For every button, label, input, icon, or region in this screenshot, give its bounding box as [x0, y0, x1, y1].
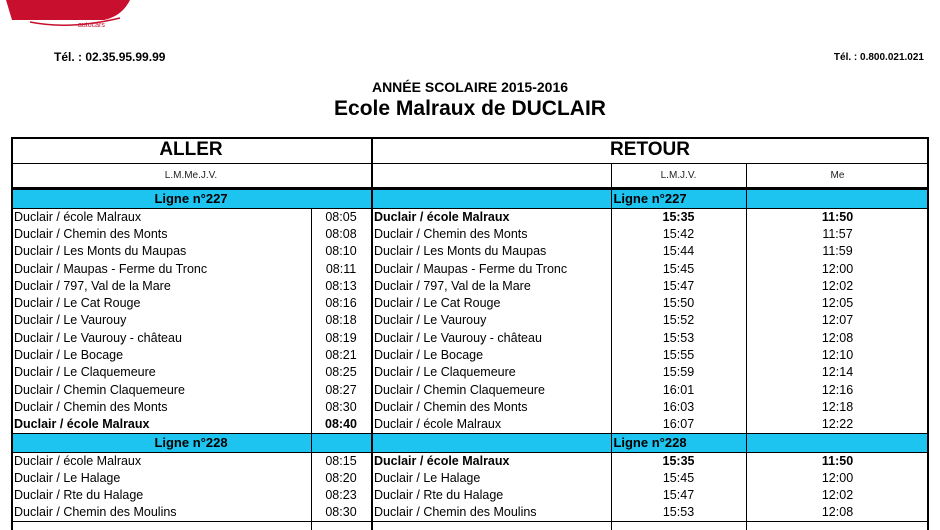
retour-time-weekday: 15:42 — [662, 226, 695, 241]
retour-time-wednesday: 12:18 — [821, 399, 854, 414]
retour-time-weekday: 15:52 — [662, 313, 695, 328]
retour-stop-name: Duclair / Le Bocage — [374, 348, 484, 363]
retour-time-wednesday: 12:02 — [821, 488, 854, 503]
grid-line — [611, 163, 612, 530]
retour-time-weekday: 15:45 — [662, 261, 695, 276]
retour-time-wednesday: 12:02 — [821, 278, 854, 293]
line-band — [11, 433, 929, 452]
aller-stop-name: Duclair / Le Halage — [14, 470, 121, 485]
aller-stop-name: Duclair / Le Cat Rouge — [14, 296, 141, 311]
table-row — [11, 381, 929, 398]
retour-time-wednesday: 11:50 — [821, 453, 854, 468]
retour-days-weekday: L.M.J.V. — [660, 169, 697, 181]
aller-stop-name: Duclair / Chemin des Monts — [14, 399, 168, 414]
grid-line — [11, 137, 929, 139]
retour-stop-name: Duclair / Le Cat Rouge — [374, 296, 501, 311]
direction-header-row — [11, 137, 929, 163]
table-row — [11, 469, 929, 486]
aller-stop-name: Duclair / école Malraux — [14, 209, 142, 224]
retour-time-wednesday: 12:08 — [821, 330, 854, 345]
aller-stop-name: Duclair / Chemin Claquemeure — [14, 382, 185, 397]
retour-stop-name: Duclair / école Malraux — [374, 417, 502, 432]
retour-time-weekday: 16:03 — [662, 399, 695, 414]
aller-time: 08:27 — [325, 382, 357, 397]
table-row — [11, 208, 929, 225]
retour-stop-name: Duclair / Le Vaurouy — [374, 313, 487, 328]
retour-time-weekday: 15:35 — [662, 453, 695, 468]
logo-graphic — [0, 0, 140, 30]
retour-stop-name: Duclair / Rte du Halage — [374, 488, 504, 503]
table-row — [11, 452, 929, 469]
aller-time: 08:19 — [325, 330, 357, 345]
aller-stop-name: Duclair / 797, Val de la Mare — [14, 278, 171, 293]
grid-line — [11, 433, 929, 434]
aller-time: 08:40 — [325, 417, 357, 432]
retour-stop-name: Duclair / Les Monts du Maupas — [374, 244, 547, 259]
aller-time: 08:30 — [325, 505, 357, 520]
retour-stop-name: Duclair / Le Claquemeure — [374, 365, 516, 380]
aller-stop-name: Duclair / Le Vaurouy - château — [14, 330, 182, 345]
line-name-retour: Ligne n°228 — [371, 433, 929, 452]
aller-time: 08:13 — [325, 278, 357, 293]
days-header-row — [11, 163, 929, 187]
table-row — [11, 504, 929, 521]
aller-stop-name: Duclair / école Malraux — [14, 453, 142, 468]
retour-time-wednesday: 11:59 — [822, 244, 853, 259]
aller-stop-name: Duclair / Les Monts du Maupas — [14, 244, 187, 259]
retour-stop-name: Duclair / Le Vaurouy - château — [374, 330, 542, 345]
retour-stop-name: Duclair / 797, Val de la Mare — [374, 278, 531, 293]
retour-time-wednesday: 12:16 — [821, 382, 854, 397]
retour-stop-name: Duclair / école Malraux — [374, 453, 510, 468]
table-row — [11, 243, 929, 260]
aller-stop-name: Duclair / école Malraux — [14, 417, 150, 432]
grid-line — [746, 163, 747, 530]
retour-time-weekday: 16:01 — [662, 382, 695, 397]
grid-line — [11, 189, 929, 190]
table-row — [11, 364, 929, 381]
retour-time-weekday: 15:53 — [662, 330, 695, 345]
line-name-retour: Ligne n°227 — [371, 189, 929, 208]
aller-days: L.M.Me.J.V. — [164, 169, 218, 181]
table-row — [11, 329, 929, 346]
aller-time: 08:23 — [325, 488, 357, 503]
retour-time-weekday: 15:53 — [662, 505, 695, 520]
table-row — [11, 225, 929, 242]
grid-line — [11, 208, 929, 209]
retour-stop-name: Duclair / Maupas - Ferme du Tronc — [374, 261, 568, 276]
table-row — [11, 295, 929, 312]
aller-time: 08:11 — [325, 261, 357, 276]
table-row — [11, 487, 929, 504]
line-name-aller: Ligne n°227 — [11, 189, 371, 208]
aller-stop-name: Duclair / Le Vaurouy — [14, 313, 127, 328]
retour-stop-name: Duclair / Chemin des Moulins — [374, 505, 537, 520]
retour-stop-name: Duclair / Chemin des Monts — [374, 226, 528, 241]
retour-time-wednesday: 12:10 — [821, 348, 854, 363]
retour-time-weekday: 15:35 — [662, 209, 695, 224]
aller-time: 08:25 — [325, 365, 357, 380]
retour-time-weekday: 16:07 — [662, 417, 695, 432]
aller-time: 08:05 — [325, 209, 357, 224]
retour-time-weekday: 15:59 — [662, 365, 695, 380]
grid-line — [11, 137, 13, 530]
school-title: Ecole Malraux de DUCLAIR — [334, 97, 606, 120]
logo-text: autocars — [78, 22, 105, 29]
aller-stop-name: Duclair / Le Claquemeure — [14, 365, 156, 380]
retour-time-weekday: 15:47 — [662, 488, 695, 503]
retour-time-weekday: 15:50 — [662, 296, 695, 311]
retour-stop-name: Duclair / école Malraux — [374, 209, 510, 224]
line-band — [11, 189, 929, 208]
grid-line — [11, 163, 929, 164]
table-row — [11, 346, 929, 363]
aller-time: 08:20 — [325, 470, 357, 485]
aller-time: 08:21 — [325, 348, 357, 363]
aller-time: 08:18 — [325, 313, 357, 328]
grid-line — [371, 137, 373, 530]
retour-time-wednesday: 12:05 — [821, 296, 854, 311]
aller-time: 08:15 — [325, 453, 357, 468]
retour-time-wednesday: 12:14 — [821, 365, 854, 380]
aller-time: 08:30 — [325, 399, 357, 414]
retour-header: RETOUR — [610, 139, 690, 160]
retour-time-weekday: 15:55 — [662, 348, 695, 363]
table-row — [11, 398, 929, 415]
retour-stop-name: Duclair / Le Halage — [374, 470, 481, 485]
timetable — [11, 137, 929, 530]
table-row — [11, 416, 929, 433]
aller-time: 08:10 — [325, 244, 357, 259]
phone-left: Tél. : 02.35.95.99.99 — [54, 50, 166, 64]
retour-time-wednesday: 12:08 — [821, 505, 854, 520]
aller-time: 08:16 — [325, 296, 357, 311]
retour-time-weekday: 15:47 — [662, 278, 695, 293]
aller-stop-name: Duclair / Le Bocage — [14, 348, 124, 363]
retour-time-weekday: 15:44 — [662, 244, 695, 259]
retour-time-wednesday: 12:22 — [821, 417, 854, 432]
line-name-aller: Ligne n°228 — [11, 433, 371, 452]
phone-right: Tél. : 0.800.021.021 — [833, 52, 924, 63]
retour-time-wednesday: 11:50 — [821, 209, 854, 224]
retour-time-wednesday: 11:57 — [822, 226, 853, 241]
aller-time: 08:08 — [325, 226, 357, 241]
table-row — [11, 312, 929, 329]
logo — [0, 0, 140, 30]
aller-stop-name: Duclair / Chemin des Monts — [14, 226, 168, 241]
aller-header: ALLER — [159, 139, 223, 160]
retour-time-weekday: 15:45 — [662, 470, 695, 485]
table-row — [11, 277, 929, 294]
grid-line — [11, 452, 929, 453]
aller-stop-name: Duclair / Maupas - Ferme du Tronc — [14, 261, 208, 276]
retour-time-wednesday: 12:00 — [821, 261, 854, 276]
retour-days-wednesday: Me — [830, 169, 845, 181]
table-row — [11, 260, 929, 277]
aller-stop-name: Duclair / Chemin des Moulins — [14, 505, 177, 520]
grid-line — [927, 137, 929, 530]
retour-time-wednesday: 12:00 — [821, 470, 854, 485]
grid-line — [311, 208, 312, 530]
school-year-title: ANNÉE SCOLAIRE 2015-2016 — [371, 79, 569, 95]
retour-stop-name: Duclair / Chemin Claquemeure — [374, 382, 545, 397]
grid-line — [11, 521, 929, 522]
retour-time-wednesday: 12:07 — [821, 313, 854, 328]
aller-stop-name: Duclair / Rte du Halage — [14, 488, 144, 503]
retour-stop-name: Duclair / Chemin des Monts — [374, 399, 528, 414]
